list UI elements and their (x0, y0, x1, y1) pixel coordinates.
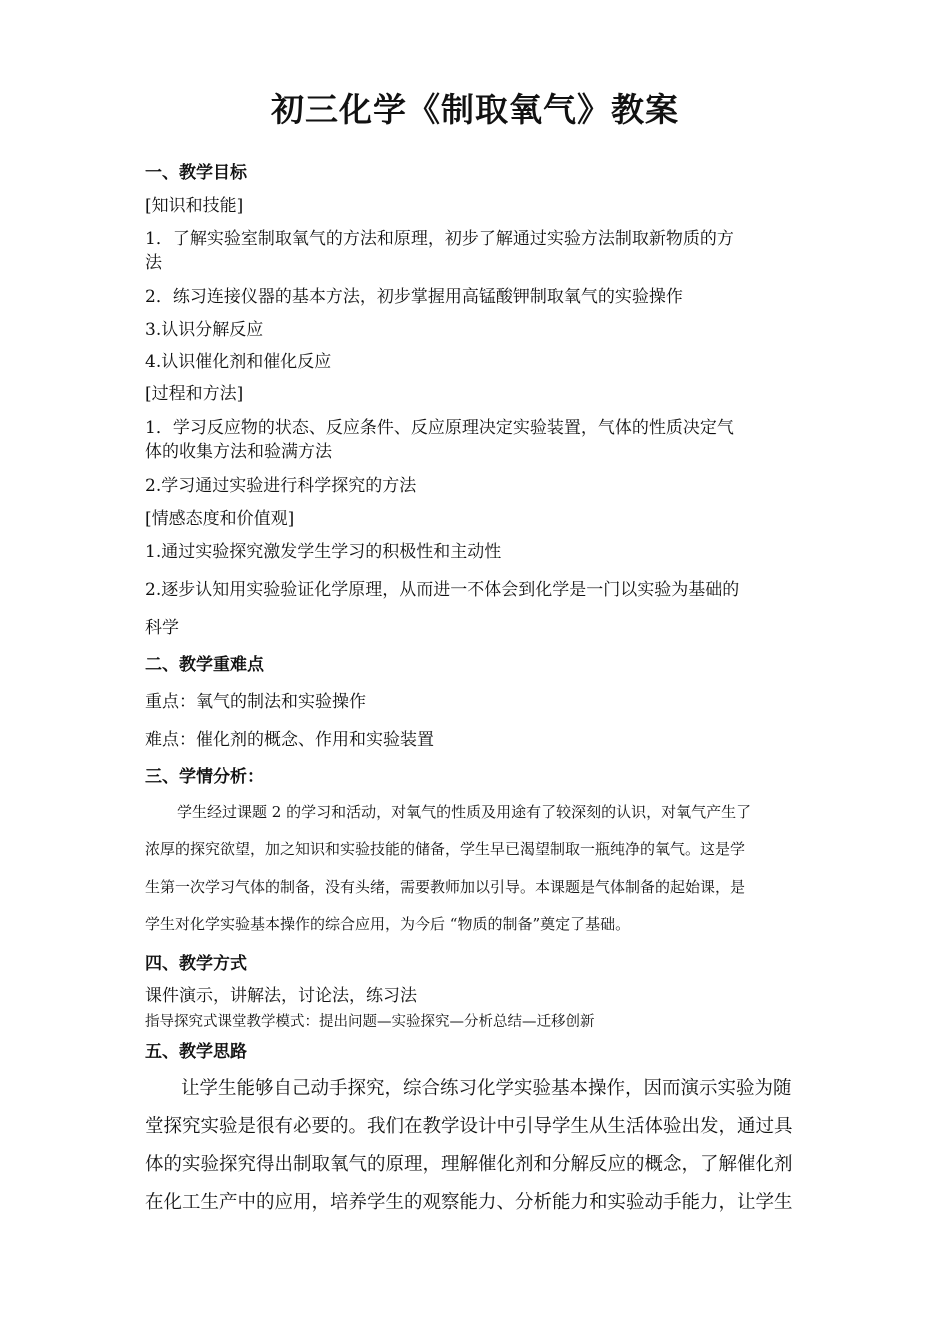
section-heading-key-points: 二、教学重难点 (145, 655, 264, 675)
knowledge-item-3: 3.认识分解反应 (145, 320, 264, 340)
teaching-approach-line-3: 体的实验探究得出制取氧气的原理，理解催化剂和分解反应的概念，了解催化剂 (145, 1154, 793, 1175)
key-point-text: 重点：氧气的制法和实验操作 (145, 692, 366, 712)
attitude-item-2: 2.逐步认知用实验验证化学原理，从而进一不体会到化学是一门以实验为基础的 (145, 580, 740, 600)
teaching-methods-list: 课件演示，讲解法，讨论法，练习法 (145, 986, 417, 1006)
attitude-item-2-continued: 科学 (145, 618, 179, 638)
section-heading-teaching-approach: 五、教学思路 (145, 1042, 247, 1062)
document-title: 初三化学《制取氧气》教案 (271, 90, 679, 129)
student-analysis-line-1: 学生经过课题 2 的学习和活动，对氧气的性质及用途有了较深刻的认识，对氧气产生了 (177, 803, 752, 821)
subheading-attitude-values: [情感态度和价值观] (145, 509, 295, 529)
subheading-knowledge-skills: [知识和技能] (145, 196, 244, 216)
knowledge-item-4: 4.认识催化剂和催化反应 (145, 352, 332, 372)
process-item-1-continued: 体的收集方法和验满方法 (145, 442, 332, 462)
knowledge-item-1-continued: 法 (145, 253, 162, 273)
section-heading-teaching-methods: 四、教学方式 (145, 954, 247, 974)
difficult-point-text: 难点：催化剂的概念、作用和实验装置 (145, 730, 434, 750)
subheading-process-methods: [过程和方法] (145, 384, 244, 404)
process-item-1: 1．学习反应物的状态、反应条件、反应原理决定实验装置，气体的性质决定气 (145, 418, 734, 438)
student-analysis-line-2: 浓厚的探究欲望，加之知识和实验技能的储备，学生早已渴望制取一瓶纯净的氧气。这是学 (145, 840, 746, 858)
teaching-approach-line-2: 堂探究实验是很有必要的。我们在教学设计中引导学生从生活体验出发，通过具 (145, 1116, 793, 1137)
process-item-2: 2.学习通过实验进行科学探究的方法 (145, 476, 417, 496)
section-heading-objectives: 一、教学目标 (145, 163, 247, 183)
teaching-approach-line-1: 让学生能够自己动手探究，综合练习化学实验基本操作，因而演示实验为随 (181, 1078, 792, 1099)
teaching-approach-line-4: 在化工生产中的应用，培养学生的观察能力、分析能力和实验动手能力，让学生 (145, 1192, 793, 1213)
student-analysis-line-4: 学生对化学实验基本操作的综合应用，为今后 “物质的制备”奠定了基础。 (145, 915, 631, 933)
section-heading-student-analysis: 三、学情分析： (145, 767, 264, 787)
attitude-item-1: 1.通过实验探究激发学生学习的积极性和主动性 (145, 542, 502, 562)
knowledge-item-2: 2．练习连接仪器的基本方法，初步掌握用高锰酸钾制取氧气的实验操作 (145, 287, 683, 307)
student-analysis-line-3: 生第一次学习气体的制备，没有头绪，需要教师加以引导。本课题是气体制备的起始课，是 (145, 878, 746, 896)
teaching-mode-text: 指导探究式课堂教学模式：提出问题—实验探究—分析总结—迁移创新 (145, 1014, 595, 1030)
knowledge-item-1: 1．了解实验室制取氧气的方法和原理，初步了解通过实验方法制取新物质的方 (145, 229, 734, 249)
